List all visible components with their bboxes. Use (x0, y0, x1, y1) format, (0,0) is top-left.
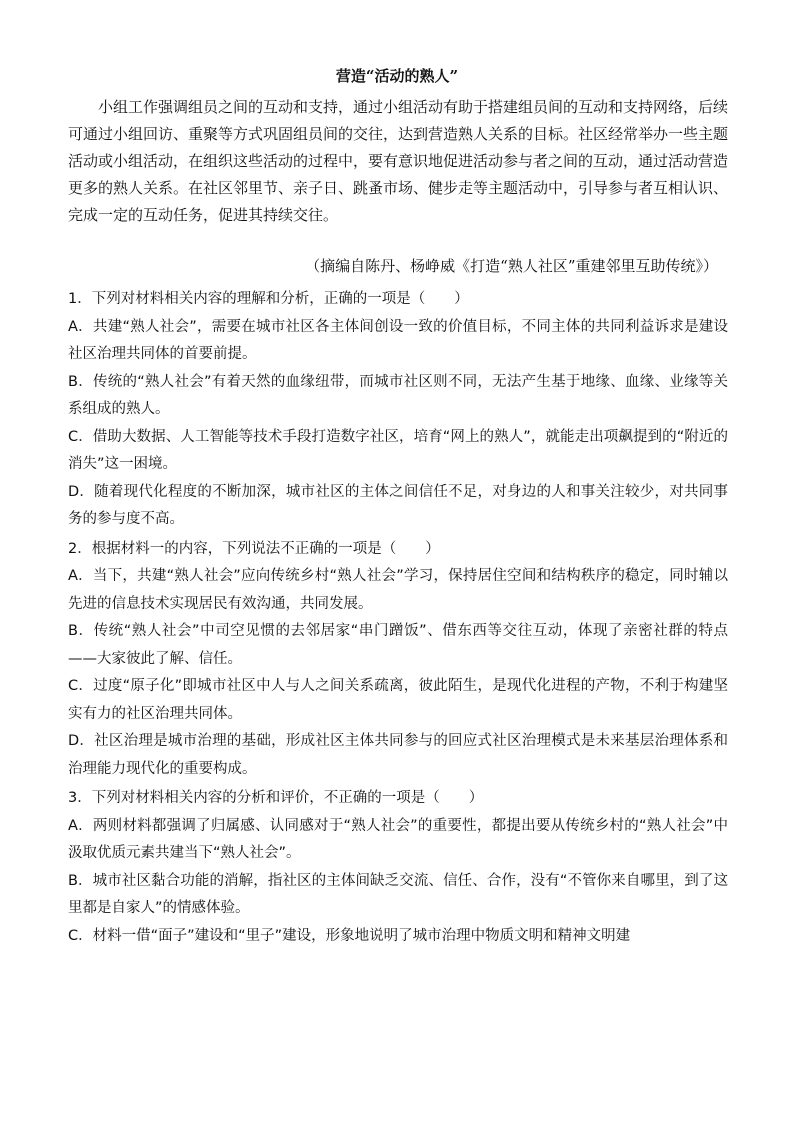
question-3 (68, 785, 728, 950)
option-a: A．两则材料都强调了归属感、认同感对于“熟人社会”的重要性，都提出要从传统乡村的“熟人社会”中汲取优质元素共建当下“熟人社会”。 (68, 817, 728, 861)
question-stem: 3．下列对材料相关内容的分析和评价，不正确的一项是（ ） (68, 790, 484, 806)
option-b: B．传统的“熟人社会”有着天然的血缘纽带，而城市社区则不同，无法产生基于地缘、血缘、业缘等关系组成的熟人。 (68, 373, 728, 417)
option-d: D．社区治理是城市治理的基础，形成社区主体共同参与的回应式社区治理模式是未来基层治理体系和治理能力现代化的重要构成。 (68, 733, 728, 777)
question-1 (68, 286, 728, 534)
option-c: C．借助大数据、人工智能等技术手段打造数字社区，培育“网上的熟人”，就能走出项飙提到的“附近的消失”这一困境。 (68, 428, 728, 472)
article-source: （摘编自陈丹、杨峥威《打造“熟人社区”重建邻里互助传统》） (305, 257, 718, 275)
question-stem: 1．下列对材料相关内容的理解和分析，正确的一项是（ ） (68, 291, 469, 307)
question-list (68, 284, 728, 950)
option-c: C．过度“原子化”即城市社区中人与人之间关系疏离，彼此陌生，是现代化进程的产物，不利于构建坚实有力的社区治理共同体。 (68, 678, 728, 722)
question-stem: 2．根据材料一的内容，下列说法不正确的一项是（ ） (68, 540, 440, 557)
option-b: B．城市社区黏合功能的消解，指社区的主体间缺乏交流、信任、合作，没有“不管你来自哪里，到了这里都是自家人”的情感体验。 (68, 872, 728, 916)
option-d: D．随着现代化程度的不断加深，城市社区的主体之间信任不足，对身边的人和事关注较少，对共同事务的参与度不高。 (68, 483, 728, 527)
option-b: B．传统“熟人社会”中司空见惯的去邻居家“串门蹭饭”、借东西等交往互动，体现了亲密社群的特点——大家彼此了解、信任。 (68, 623, 728, 667)
question-2 (68, 536, 728, 784)
option-c: C．材料一借“面子”建设和“里子”建设，形象地说明了城市治理中物质文明和精神文明建 (68, 927, 631, 944)
article-title: 营造“活动的熟人” (335, 67, 459, 85)
option-a: A．共建“熟人社会”，需要在城市社区各主体间创设一致的价值目标，不同主体的共同利益诉求是建设社区治理共同体的首要前提。 (68, 318, 728, 362)
option-a: A．当下，共建“熟人社会”应向传统乡村“熟人社会”学习，保持居住空间和结构秩序的稳定，同时辅以先进的信息技术实现居民有效沟通，共同发展。 (68, 568, 728, 612)
article-paragraph: 小组工作强调组员之间的互动和支持，通过小组活动有助于搭建组员间的互动和支持网络，后续可通过小组回访、重聚等方式巩固组员间的交往，达到营造熟人关系的目标。社区经常举办一些主题活动或小组活动，在组织这些活动的过程中，要有意识地促进活动参与者之间的互动，通过活动营造更多的熟人关系。在社区邻里节、亲子日、跳蚤市场、健步走等主题活动中，引导参与者互相认识、完成一定的互动任务，促进其持续交往。 (68, 98, 729, 224)
